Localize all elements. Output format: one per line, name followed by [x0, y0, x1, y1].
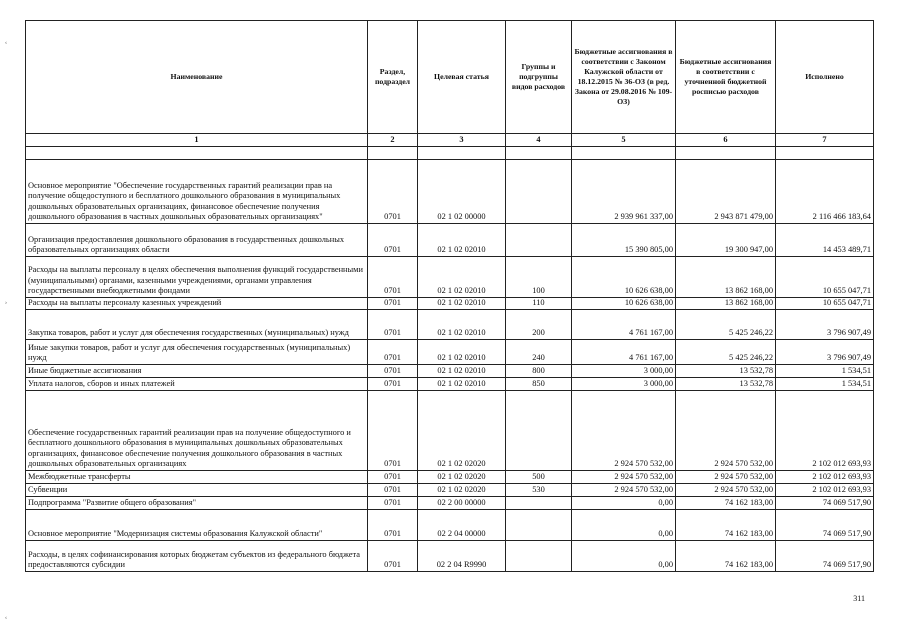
row-group: 500 — [506, 471, 572, 484]
table-row — [26, 541, 874, 572]
row-law: 10 626 638,00 — [572, 257, 676, 298]
table-row — [26, 471, 874, 484]
row-target: 02 2 04 R9990 — [418, 541, 506, 572]
row-executed: 74 069 517,90 — [776, 541, 874, 572]
row-section: 0701 — [368, 541, 418, 572]
table-row — [26, 310, 874, 340]
row-name: Основное мероприятие "Модернизация системы образования Калужской области" — [26, 510, 368, 541]
row-executed: 14 453 489,71 — [776, 224, 874, 257]
row-updated: 19 300 947,00 — [676, 224, 776, 257]
page-number: 311 — [853, 594, 865, 603]
row-group — [506, 541, 572, 572]
column-number: 7 — [776, 134, 874, 147]
row-updated: 2 924 570 532,00 — [676, 484, 776, 497]
row-group — [506, 160, 572, 224]
row-law: 2 939 961 337,00 — [572, 160, 676, 224]
row-name: Иные бюджетные ассигнования — [26, 365, 368, 378]
row-section: 0701 — [368, 497, 418, 510]
header-groups: Группы и подгруппы видов расходов — [506, 21, 572, 134]
table-row — [26, 510, 874, 541]
row-updated: 74 162 183,00 — [676, 497, 776, 510]
row-group: 200 — [506, 310, 572, 340]
column-number: 2 — [368, 134, 418, 147]
row-updated: 5 425 246,22 — [676, 340, 776, 365]
column-number: 1 — [26, 134, 368, 147]
row-target: 02 1 02 02020 — [418, 471, 506, 484]
row-name: Обеспечение государственных гарантий реализации прав на получение общедоступного и бесплатного дошкольного образования в муниципальных дошкольных образовательных организациях, финансовое обеспечение получения дошкольного образования в частных дошкольных образовательных организациях — [26, 391, 368, 471]
row-name: Подпрограмма "Развитие общего образования" — [26, 497, 368, 510]
row-section: 0701 — [368, 298, 418, 310]
row-law: 2 924 570 532,00 — [572, 391, 676, 471]
row-group: 240 — [506, 340, 572, 365]
row-updated: 13 862 168,00 — [676, 298, 776, 310]
row-target: 02 1 02 02020 — [418, 484, 506, 497]
row-law: 15 390 805,00 — [572, 224, 676, 257]
row-name: Уплата налогов, сборов и иных платежей — [26, 378, 368, 391]
row-updated: 13 862 168,00 — [676, 257, 776, 298]
row-name: Организация предоставления дошкольного образования в государственных дошкольных образовательных организациях области — [26, 224, 368, 257]
row-name: Межбюджетные трансферты — [26, 471, 368, 484]
row-target: 02 1 02 02020 — [418, 391, 506, 471]
row-updated: 13 532,78 — [676, 378, 776, 391]
table-row — [26, 224, 874, 257]
row-law: 3 000,00 — [572, 365, 676, 378]
row-group — [506, 510, 572, 541]
table-row — [26, 484, 874, 497]
row-section: 0701 — [368, 310, 418, 340]
row-group: 100 — [506, 257, 572, 298]
table-row — [26, 340, 874, 365]
row-target: 02 1 02 02010 — [418, 310, 506, 340]
column-number: 5 — [572, 134, 676, 147]
row-section: 0701 — [368, 365, 418, 378]
row-target: 02 1 02 02010 — [418, 224, 506, 257]
row-name: Расходы на выплаты персоналу в целях обеспечения выполнения функций государственными (муниципальными) органами, казенными учреждениями, органами управления государственными внебюджетными фондами — [26, 257, 368, 298]
row-target: 02 2 04 00000 — [418, 510, 506, 541]
table-row — [26, 160, 874, 224]
row-executed: 74 069 517,90 — [776, 497, 874, 510]
row-executed: 2 116 466 183,64 — [776, 160, 874, 224]
row-target: 02 1 02 02010 — [418, 257, 506, 298]
row-law: 4 761 167,00 — [572, 310, 676, 340]
row-name: Основное мероприятие "Обеспечение государственных гарантий реализации прав на получение общедоступного и бесплатного дошкольного образования в муниципальных дошкольных образовательных организациях, финансовое обеспечение получения дошкольного образования в частных дошкольных образовательных организациях" — [26, 160, 368, 224]
row-section: 0701 — [368, 484, 418, 497]
scan-margin-mark: ‹ — [5, 615, 7, 621]
row-section: 0701 — [368, 340, 418, 365]
column-numbers-row — [26, 134, 874, 147]
header-executed: Исполнено — [776, 21, 874, 134]
row-law: 10 626 638,00 — [572, 298, 676, 310]
column-number: 4 — [506, 134, 572, 147]
row-group — [506, 224, 572, 257]
row-section: 0701 — [368, 391, 418, 471]
row-target: 02 1 02 02010 — [418, 365, 506, 378]
row-section: 0701 — [368, 378, 418, 391]
row-updated: 2 924 570 532,00 — [676, 471, 776, 484]
row-group — [506, 391, 572, 471]
row-executed: 74 069 517,90 — [776, 510, 874, 541]
table-row — [26, 497, 874, 510]
row-target: 02 1 02 02010 — [418, 378, 506, 391]
spacer-row — [26, 147, 874, 160]
table-row — [26, 378, 874, 391]
row-executed: 2 102 012 693,93 — [776, 484, 874, 497]
table-row — [26, 298, 874, 310]
row-group: 530 — [506, 484, 572, 497]
table-row — [26, 257, 874, 298]
row-name: Субвенции — [26, 484, 368, 497]
header-assign-updated: Бюджетные ассигнования в соответствии с уточненной бюджетной росписью расходов — [676, 21, 776, 134]
row-executed: 3 796 907,49 — [776, 310, 874, 340]
column-number: 3 — [418, 134, 506, 147]
header-section: Раздел, подраздел — [368, 21, 418, 134]
row-updated: 2 924 570 532,00 — [676, 391, 776, 471]
row-executed: 1 534,51 — [776, 365, 874, 378]
header-target: Целевая статья — [418, 21, 506, 134]
row-name: Закупка товаров, работ и услуг для обеспечения государственных (муниципальных) нужд — [26, 310, 368, 340]
row-law: 0,00 — [572, 541, 676, 572]
row-executed: 2 102 012 693,93 — [776, 391, 874, 471]
header-name: Наименование — [26, 21, 368, 134]
row-section: 0701 — [368, 257, 418, 298]
row-law: 4 761 167,00 — [572, 340, 676, 365]
header-assign-law: Бюджетные ассигнования в соответствии с Законом Калужской области от 18.12.2015 № 36-ОЗ (в ред. Закона от 29.08.2016 № 109-ОЗ) — [572, 21, 676, 134]
row-name: Расходы на выплаты персоналу казенных учреждений — [26, 298, 368, 310]
row-law: 0,00 — [572, 497, 676, 510]
row-executed: 2 102 012 693,93 — [776, 471, 874, 484]
row-updated: 5 425 246,22 — [676, 310, 776, 340]
row-updated: 13 532,78 — [676, 365, 776, 378]
table-row — [26, 391, 874, 471]
row-updated: 74 162 183,00 — [676, 541, 776, 572]
row-section: 0701 — [368, 510, 418, 541]
row-group: 110 — [506, 298, 572, 310]
row-section: 0701 — [368, 471, 418, 484]
row-group: 850 — [506, 378, 572, 391]
budget-table — [25, 20, 874, 572]
row-updated: 74 162 183,00 — [676, 510, 776, 541]
row-law: 2 924 570 532,00 — [572, 471, 676, 484]
row-updated: 2 943 871 479,00 — [676, 160, 776, 224]
row-group — [506, 497, 572, 510]
row-executed: 10 655 047,71 — [776, 257, 874, 298]
row-name: Расходы, в целях софинансирования которых бюджетам субъектов из федерального бюджета предоставляются субсидии — [26, 541, 368, 572]
scan-margin-mark: ‹ — [5, 40, 7, 46]
row-section: 0701 — [368, 160, 418, 224]
row-target: 02 1 02 02010 — [418, 298, 506, 310]
table-row — [26, 365, 874, 378]
row-executed: 1 534,51 — [776, 378, 874, 391]
row-law: 3 000,00 — [572, 378, 676, 391]
row-target: 02 2 00 00000 — [418, 497, 506, 510]
row-executed: 3 796 907,49 — [776, 340, 874, 365]
row-law: 2 924 570 532,00 — [572, 484, 676, 497]
row-executed: 10 655 047,71 — [776, 298, 874, 310]
column-number: 6 — [676, 134, 776, 147]
row-name: Иные закупки товаров, работ и услуг для обеспечения государственных (муниципальных) нужд — [26, 340, 368, 365]
scan-margin-mark: › — [5, 300, 7, 306]
row-target: 02 1 02 00000 — [418, 160, 506, 224]
row-target: 02 1 02 02010 — [418, 340, 506, 365]
row-section: 0701 — [368, 224, 418, 257]
row-group: 800 — [506, 365, 572, 378]
row-law: 0,00 — [572, 510, 676, 541]
